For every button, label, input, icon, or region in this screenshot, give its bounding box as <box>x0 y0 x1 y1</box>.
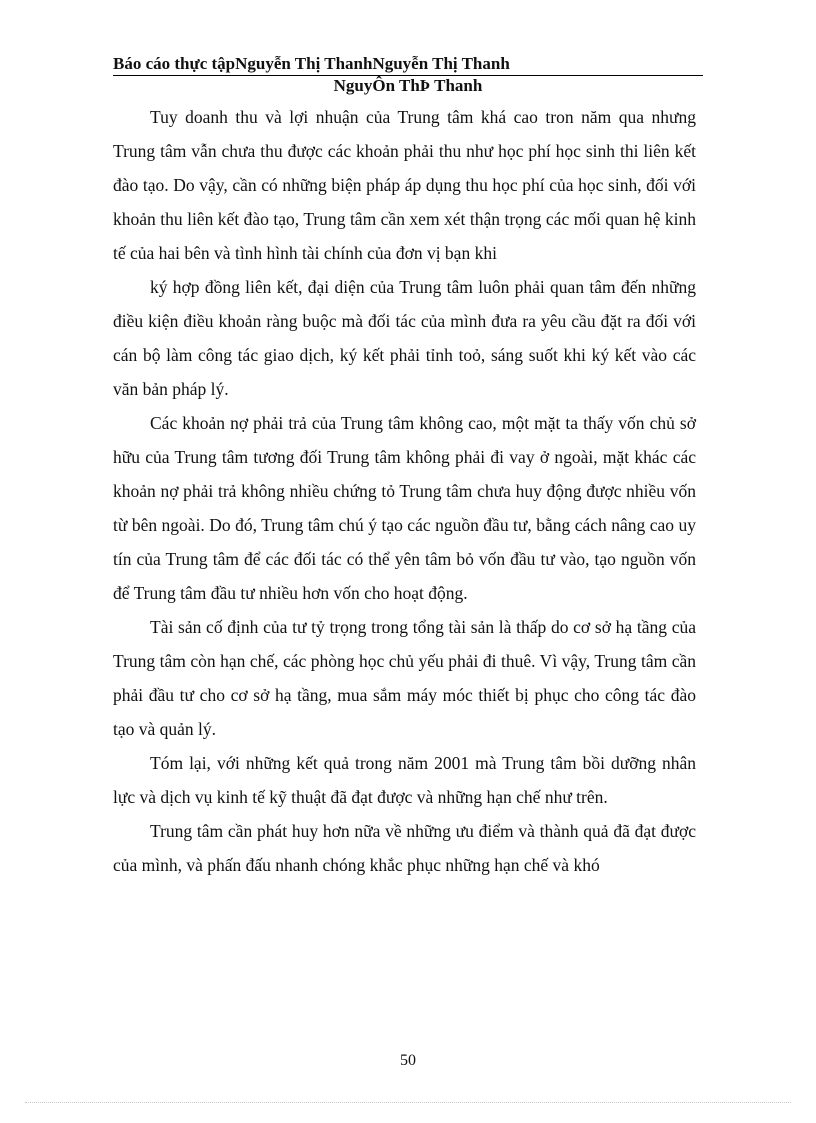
body-text <box>113 100 696 882</box>
header-author: NguyÔn ThÞ Thanh <box>333 76 483 95</box>
paragraph: Tuy doanh thu và lợi nhuận của Trung tâm khá cao tron năm qua nhưng Trung tâm vẫn chưa thu được các khoản phải thu như học phí học sinh thi liên kết đào tạo. Do vậy, cần có những biện pháp áp dụng thu học phí của học sinh, đối với khoản thu liên kết đào tạo, Trung tâm cần xem xét thận trọng các mối quan hệ kinh tế của hai bên và tình hình tài chính của đơn vị bạn khi <box>113 107 696 263</box>
page-bottom-divider <box>25 1102 791 1103</box>
paragraph: ký hợp đồng liên kết, đại diện của Trung tâm luôn phải quan tâm đến những điều kiện điều khoản ràng buộc mà đối tác của mình đưa ra yêu cầu đặt ra đối với cán bộ làm công tác giao dịch, ký kết phải tỉnh toỏ, sáng suốt khi ký kết vào các văn bản pháp lý. <box>113 277 696 399</box>
header-title: Báo cáo thực tậpNguyễn Thị ThanhNguyễn Thị Thanh <box>113 54 703 76</box>
page-number: 50 <box>400 1052 416 1069</box>
paragraph: Tài sản cố định của tư tỷ trọng trong tổng tài sản là thấp do cơ sở hạ tầng của Trung tâm còn hạn chế, các phòng học chủ yếu phải đi thuê. Vì vậy, Trung tâm cần phải đầu tư cho cơ sở hạ tầng, mua sắm máy móc thiết bị phục cho công tác đào tạo và quản lý. <box>113 617 696 739</box>
paragraph: Các khoản nợ phải trả của Trung tâm không cao, một mặt ta thấy vốn chủ sở hữu của Trung tâm tương đối Trung tâm không phải đi vay ở ngoài, mặt khác các khoản nợ phải trả không nhiều chứng tỏ Trung tâm chưa huy động được nhiều vốn từ bên ngoài. Do đó, Trung tâm chú ý tạo các nguồn đầu tư, bằng cách nâng cao uy tín của Trung tâm để các đối tác có thể yên tâm bỏ vốn đầu tư vào, tạo nguồn vốn để Trung tâm đầu tư nhiều hơn vốn cho hoạt động. <box>113 413 696 603</box>
paragraph: Tóm lại, với những kết quả trong năm 2001 mà Trung tâm bồi dưỡng nhân lực và dịch vụ kinh tế kỹ thuật đã đạt được và những hạn chế như trên. <box>113 753 696 807</box>
paragraph: Trung tâm cần phát huy hơn nữa về những ưu điểm và thành quả đã đạt được của mình, và phấn đấu nhanh chóng khắc phục những hạn chế và khó <box>113 821 696 875</box>
